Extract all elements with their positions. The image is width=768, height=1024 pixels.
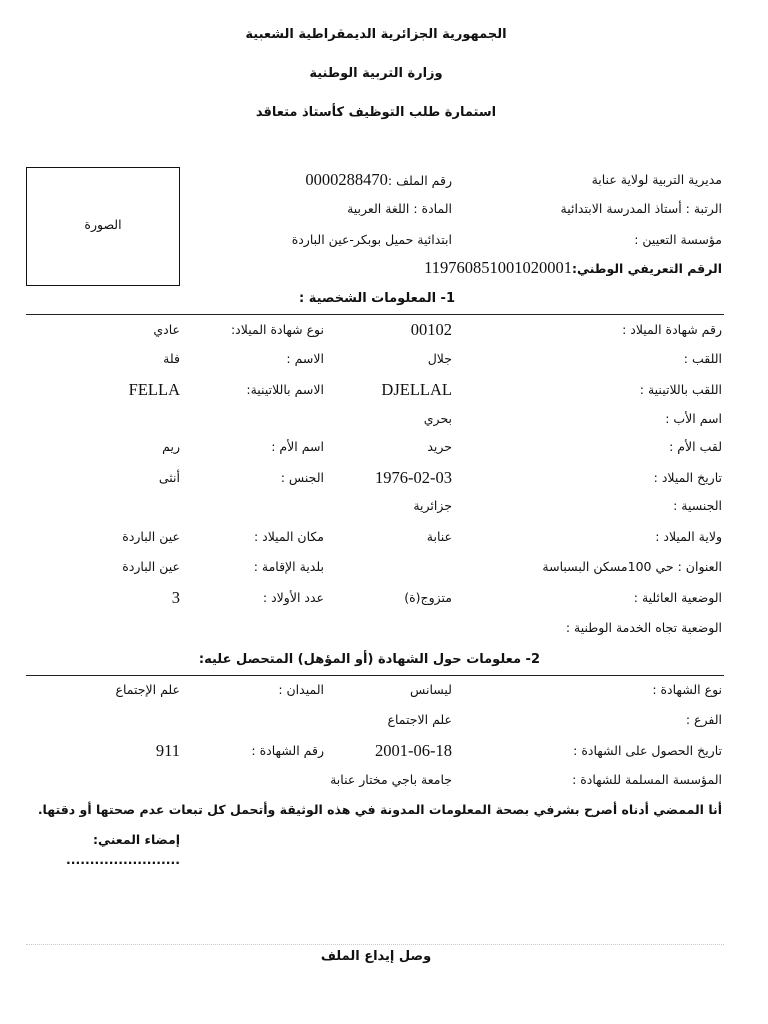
national-id-value: 119760851001020001 bbox=[424, 258, 572, 277]
gender-label: الجنس : bbox=[280, 470, 324, 485]
first-name-value: فلة bbox=[163, 351, 180, 366]
birth-cert-type-value: عادي bbox=[153, 322, 180, 337]
address-label: العنوان : bbox=[677, 559, 722, 574]
children-count-label: عدد الأولاد : bbox=[262, 590, 324, 605]
birth-date-value: 1976-02-03 bbox=[375, 468, 452, 487]
surname-latin-label: اللقب باللاتينية : bbox=[639, 382, 722, 397]
national-id bbox=[420, 258, 722, 278]
institution-label: مؤسسة التعيين : bbox=[634, 232, 722, 247]
certificate-date-value: 2001-06-18 bbox=[375, 741, 452, 760]
grade bbox=[561, 199, 723, 219]
subject bbox=[347, 199, 452, 219]
residence-commune-label: بلدية الإقامة : bbox=[253, 559, 324, 574]
surname-label: اللقب : bbox=[683, 351, 722, 366]
mother-surname-label: لقب الأم : bbox=[669, 439, 722, 454]
signature-label: إمضاء المعني: bbox=[93, 832, 180, 847]
mother-surname-value: حريد bbox=[427, 439, 452, 454]
photo-label: الصورة bbox=[84, 217, 122, 232]
directorate: مديرية التربية لولاية عنابة bbox=[591, 172, 722, 187]
certificate-field-label: الميدان : bbox=[278, 682, 324, 697]
certificate-info-heading: 2- معلومات حول الشهادة (أو المؤهل) المتحصل عليه: bbox=[198, 652, 540, 667]
first-name-latin-value: FELLA bbox=[128, 380, 180, 399]
photo-box bbox=[26, 167, 180, 286]
cut-line bbox=[26, 944, 724, 945]
ministry-heading: وزارة التربية الوطنية bbox=[309, 66, 443, 81]
grade-value: أستاذ المدرسة الابتدائية bbox=[560, 201, 682, 216]
address-value: حي 100مسكن البسباسة bbox=[542, 559, 674, 574]
birth-cert-number-value: 00102 bbox=[410, 320, 452, 339]
file-number bbox=[304, 170, 452, 190]
national-id-label: الرقم التعريفي الوطني: bbox=[571, 261, 722, 276]
children-count-value: 3 bbox=[171, 588, 180, 607]
certificate-type-label: نوع الشهادة : bbox=[652, 682, 722, 697]
address bbox=[542, 557, 722, 577]
nationality-label: الجنسية : bbox=[673, 498, 722, 513]
birth-place-value: عين الباردة bbox=[122, 529, 180, 544]
certificate-type-value: ليسانس bbox=[410, 682, 452, 697]
birth-cert-number-label: رقم شهادة الميلاد : bbox=[622, 322, 722, 337]
military-service-label: الوضعية تجاه الخدمة الوطنية : bbox=[565, 620, 722, 635]
republic-heading: الجمهورية الجزائرية الديمقراطية الشعبية bbox=[245, 27, 507, 42]
file-number-label: رقم الملف : bbox=[387, 173, 452, 188]
certificate-branch-label: الفرع : bbox=[685, 712, 722, 727]
father-name-value: بحري bbox=[423, 411, 452, 426]
birth-cert-type-label: نوع شهادة الميلاد: bbox=[230, 322, 324, 337]
birth-date-label: تاريخ الميلاد : bbox=[653, 470, 722, 485]
residence-commune-value: عين الباردة bbox=[122, 559, 180, 574]
section-1-divider bbox=[26, 314, 724, 315]
mother-name-label: اسم الأم : bbox=[271, 439, 324, 454]
declaration-text: أنا الممضي أدناه أصرح بشرفي بصحة المعلومات المدونة في هذه الوثيقة وأتحمل كل تبعات عدم صحتها أو دقتها. bbox=[37, 802, 722, 817]
mother-name-value: ريم bbox=[162, 439, 180, 454]
gender-value: أنثى bbox=[158, 470, 180, 485]
certificate-date-label: تاريخ الحصول على الشهادة : bbox=[573, 743, 722, 758]
grade-label: الرتبة : bbox=[685, 201, 722, 216]
subject-value: اللغة العربية bbox=[347, 201, 410, 216]
file-number-value: 0000288470 bbox=[305, 170, 388, 189]
nationality-value: جزائرية bbox=[413, 498, 452, 513]
certificate-branch-value: علم الاجتماع bbox=[387, 712, 452, 727]
institution-value: ابتدائية حميل بوبكر-عين الباردة bbox=[291, 232, 452, 247]
marital-status-label: الوضعية العائلية : bbox=[633, 590, 722, 605]
birth-wilaya-value: عنابة bbox=[426, 529, 452, 544]
form-title: استمارة طلب التوظيف كأستاذ متعاقد bbox=[255, 105, 497, 120]
surname-latin-value: DJELLAL bbox=[381, 380, 452, 399]
birth-place-label: مكان الميلاد : bbox=[253, 529, 324, 544]
subject-label: المادة : bbox=[413, 201, 452, 216]
personal-info-heading: 1- المعلومات الشخصية : bbox=[299, 291, 455, 306]
certificate-institution-label: المؤسسة المسلمة للشهادة : bbox=[572, 772, 722, 787]
certificate-field-value: علم الإجتماع bbox=[115, 682, 180, 697]
first-name-label: الاسم : bbox=[286, 351, 324, 366]
birth-wilaya-label: ولاية الميلاد : bbox=[655, 529, 722, 544]
first-name-latin-label: الاسم باللاتينية: bbox=[246, 382, 324, 397]
certificate-number-value: 911 bbox=[155, 741, 180, 760]
section-2-divider bbox=[26, 675, 724, 676]
certificate-institution-value: جامعة باجي مختار عنابة bbox=[330, 772, 452, 787]
father-name-label: اسم الأب : bbox=[665, 411, 722, 426]
marital-status-value: متزوج(ة) bbox=[404, 590, 452, 605]
receipt-title: وصل إيداع الملف bbox=[320, 949, 432, 964]
certificate-number-label: رقم الشهادة : bbox=[251, 743, 324, 758]
surname-value: جلال bbox=[427, 351, 452, 366]
signature-line: ........................ bbox=[66, 852, 180, 867]
